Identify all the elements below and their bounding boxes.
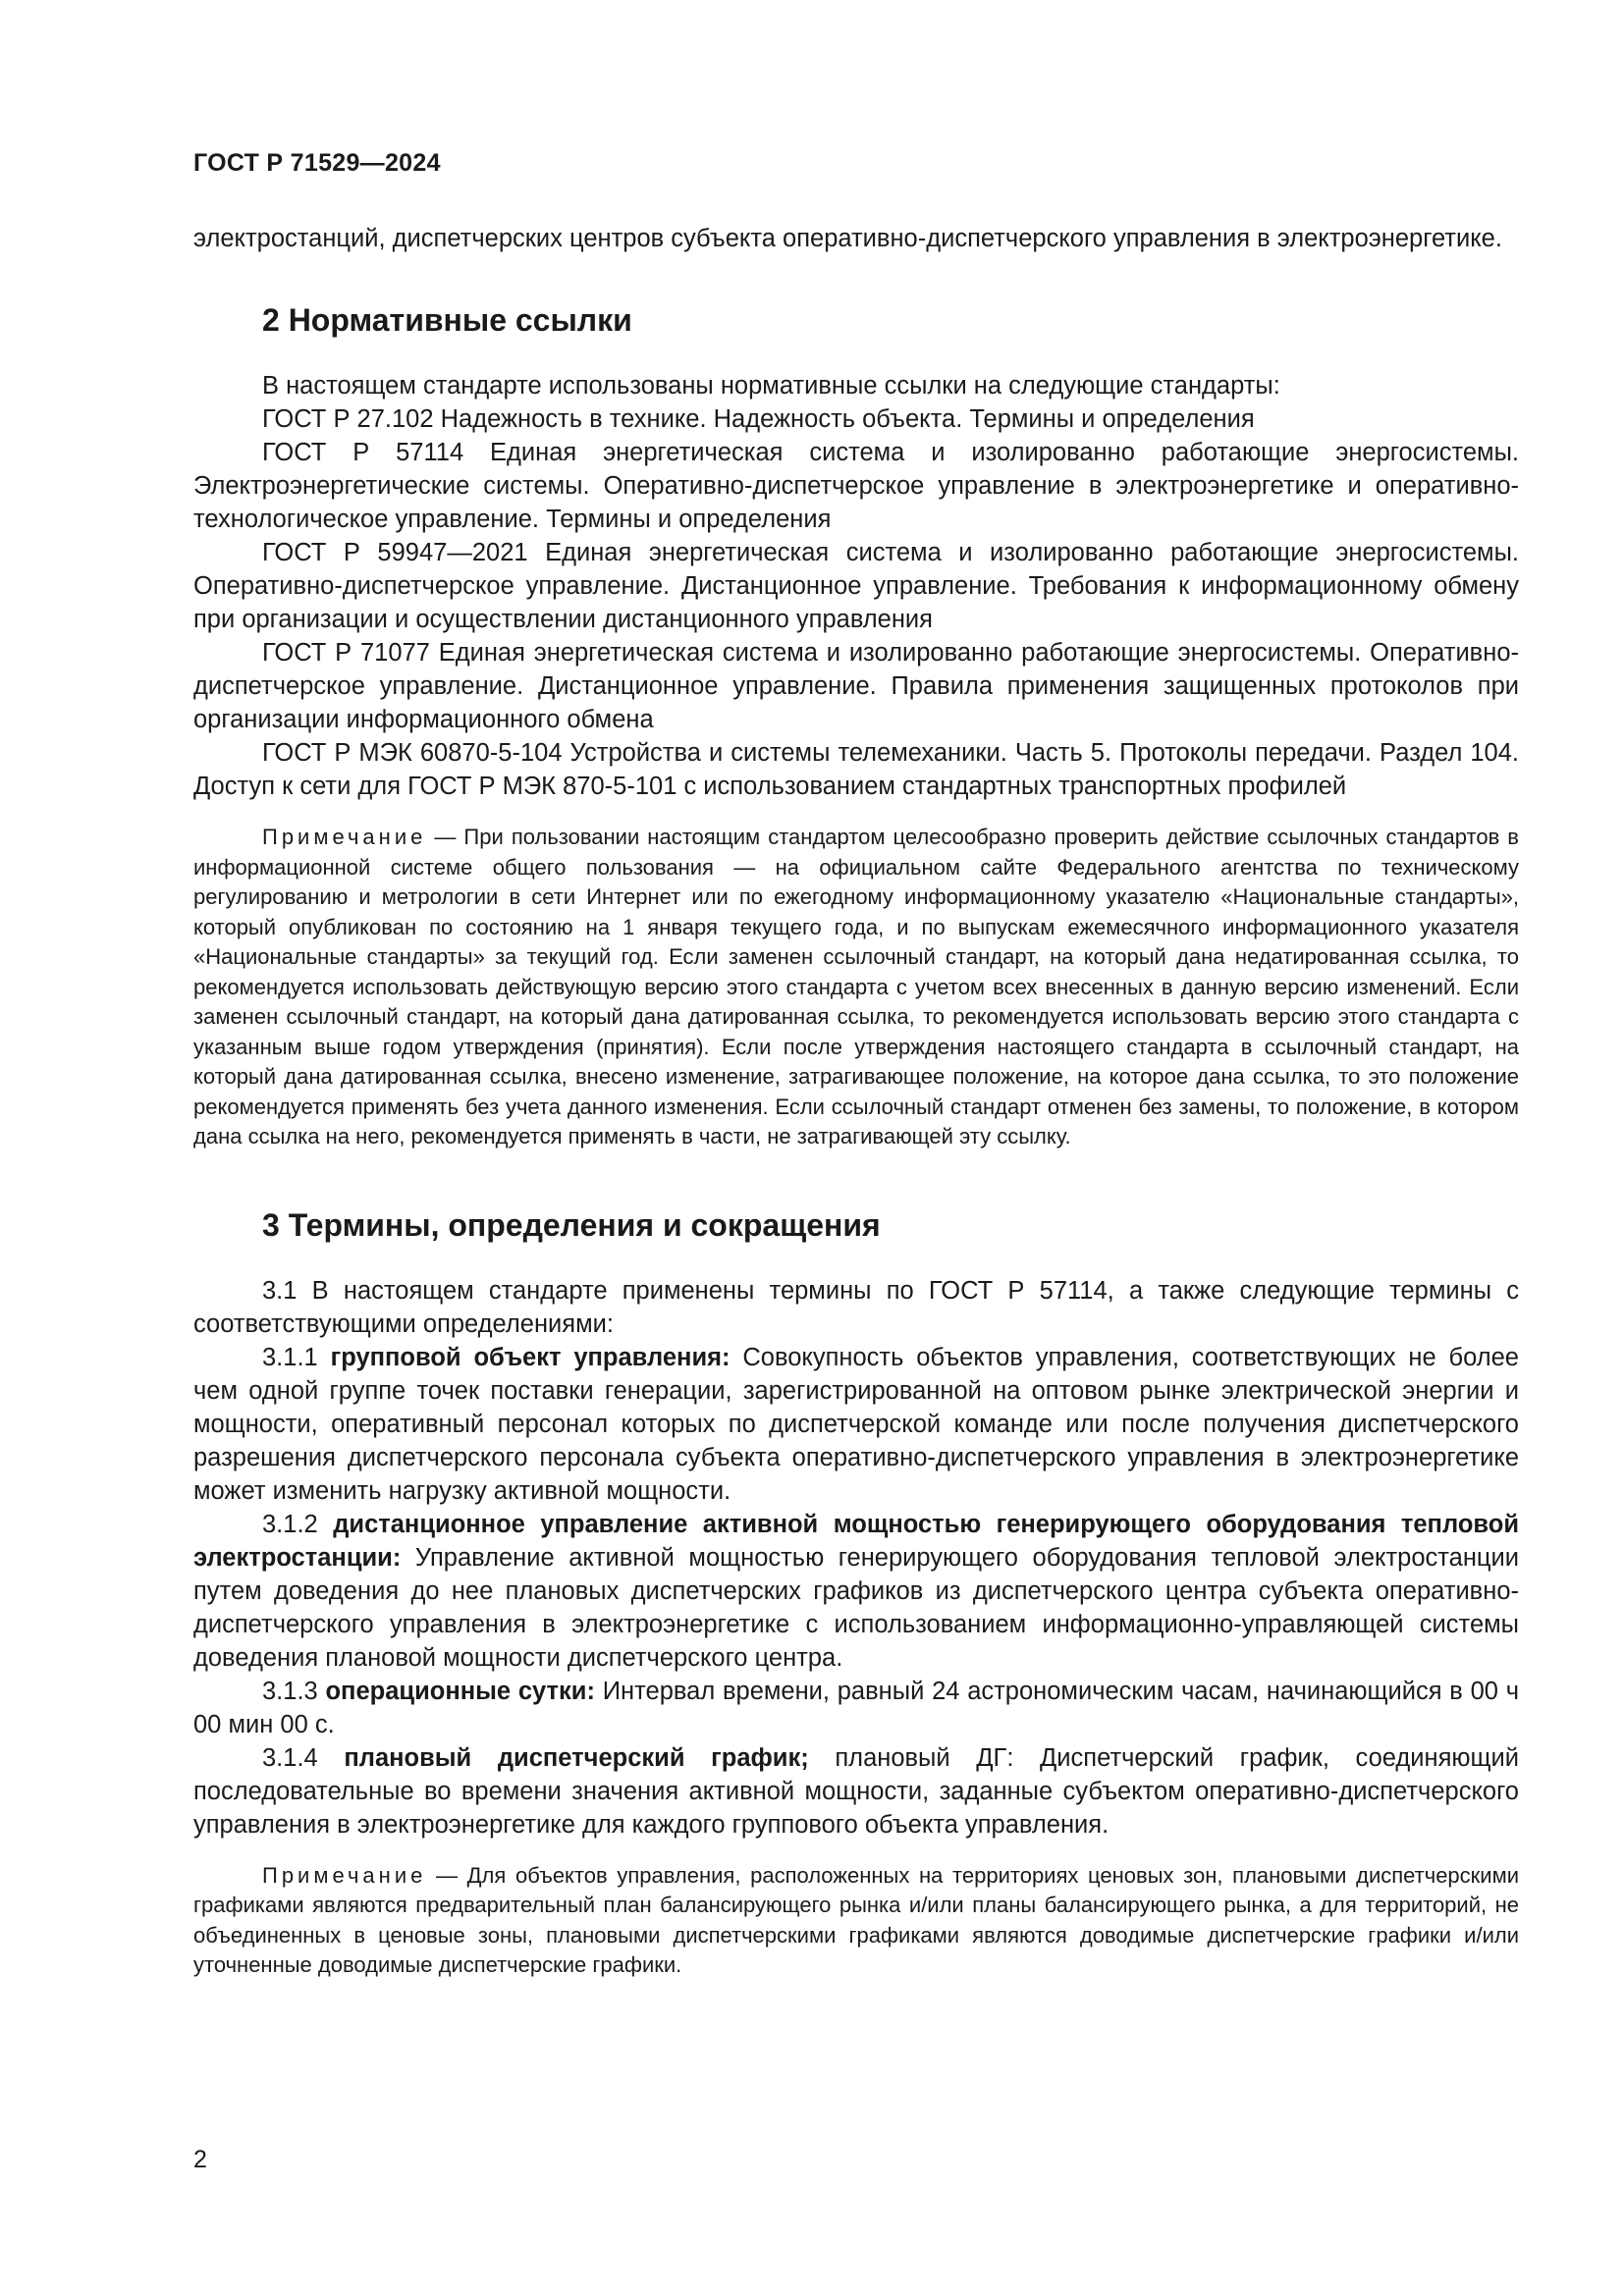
reference-item: ГОСТ Р 57114 Единая энергетическая система и изолированно работающие энергосистемы. Электроэнергетические системы. Оперативно-диспетчерское управление в электроэнергетике и оперативно-технологическое управление. Термины и определения [193, 439, 1519, 533]
term-entry-3-1-1 [193, 1341, 1519, 1508]
note-label: Примечание [262, 825, 427, 849]
term-name: операционные сутки: [325, 1677, 595, 1705]
section-3-note [193, 1861, 1519, 1981]
term-definition: Управление активной мощностью генерирующего оборудования тепловой электростанции путем доведения до нее плановых диспетчерских графиков из диспетчерского центра субъекта оперативно-диспетчерского управления в электроэнергетике с использованием информационно-управляющей системы доведения плановой мощности диспетчерского центра. [193, 1543, 1519, 1672]
document-header: ГОСТ Р 71529—2024 [193, 149, 441, 177]
term-name: плановый диспетчерский график; [344, 1743, 809, 1772]
term-number: 3.1.3 [262, 1677, 318, 1705]
term-number: 3.1.2 [262, 1510, 318, 1538]
section-2-title: 2 Нормативные ссылки [262, 302, 632, 338]
reference-item: ГОСТ Р МЭК 60870-5-104 Устройства и системы телемеханики. Часть 5. Протоколы передачи. Раздел 104. Доступ к сети для ГОСТ Р МЭК 870-5-101 с использованием стандартных транспортных профилей [193, 739, 1519, 800]
note-text: — Для объектов управления, расположенных на территориях ценовых зон, плановыми диспетчерскими графиками являются предварительный план балансирующего рынка и/или планы балансирующего рынка, а для территорий, не объединенных в ценовые зоны, плановыми диспетчерскими графиками являются доводимые диспетчерские графики и/или уточненные доводимые диспетчерские графики. [193, 1862, 1519, 1977]
term-entry-3-1-4 [193, 1741, 1519, 1842]
term-entry-3-1-3 [193, 1675, 1519, 1741]
section-3-lead: 3.1 В настоящем стандарте применены термины по ГОСТ Р 57114, а также следующие термины с соответствующими определениями: [193, 1276, 1519, 1338]
note-text: — При пользовании настоящим стандартом целесообразно проверить действие ссылочных стандартов в информационной системе общего пользования — на официальном сайте Федерального агентства по техническому регулированию и метрологии в сети Интернет или по ежегодному информационному указателю «Национальные стандарты», который опубликован по состоянию на 1 января текущего года, и по выпускам ежемесячного информационного указателя «Национальные стандарты» за текущий год. Если заменен ссылочный стандарт, на который дана недатированная ссылка, то рекомендуется использовать действующую версию этого стандарта с учетом всех внесенных в данную версию изменений. Если заменен ссылочный стандарт, на который дана датированная ссылка, то рекомендуется использовать версию этого стандарта с указанным выше годом утверждения (принятия). Если после утверждения настоящего стандарта в ссылочный стандарт, на который дана датированная ссылка, внесено изменение, затрагивающее положение, на которое дана ссылка, то это положение рекомендуется применять без учета данного изменения. Если ссылочный стандарт отменен без замены, то положение, в котором дана ссылка на него, рекомендуется применять в части, не затрагивающей эту ссылку. [193, 825, 1519, 1148]
term-number: 3.1.1 [262, 1343, 318, 1371]
term-number: 3.1.4 [262, 1743, 318, 1772]
term-name: дистанционное управление активной мощностью генерирующего оборудования тепловой электростанции: [193, 1510, 1519, 1572]
page-number: 2 [193, 2146, 207, 2173]
term-definition: Совокупность объектов управления, соответствующих не более чем одной группе точек поставки генерации, зарегистрированной на оптовом рынке электрической энергии и мощности, оперативный персонал которых по диспетчерской команде или после получения диспетчерского разрешения диспетчерского персонала субъекта оперативно-диспетчерского управления в электроэнергетике может изменить нагрузку активной мощности. [193, 1343, 1519, 1505]
term-definition: плановый ДГ: Диспетчерский график, соединяющий последовательные во времени значения активной мощности, заданные субъектом оперативно-диспетчерского управления в электроэнергетике для каждого группового объекта управления. [193, 1743, 1519, 1839]
term-name: групповой объект управления: [330, 1343, 731, 1371]
term-definition: Интервал времени, равный 24 астрономическим часам, начинающийся в 00 ч 00 мин 00 с. [193, 1677, 1519, 1738]
term-entry-3-1-2 [193, 1508, 1519, 1675]
note-label: Примечание [262, 1862, 427, 1888]
section-2-note [193, 823, 1519, 1152]
page-content [193, 222, 1519, 1981]
reference-item: ГОСТ Р 71077 Единая энергетическая система и изолированно работающие энергосистемы. Оперативно-диспетчерское управление. Дистанционное управление. Правила применения защищенных протоколов при организации информационного обмена [193, 639, 1519, 733]
section-3-title: 3 Термины, определения и сокращения [262, 1206, 881, 1243]
reference-item: ГОСТ Р 59947—2021 Единая энергетическая система и изолированно работающие энергосистемы. Оперативно-диспетчерское управление. Дистанционное управление. Требования к информационному обмену при организации и осуществлении дистанционного управления [193, 539, 1519, 633]
section-2-lead: В настоящем стандарте использованы нормативные ссылки на следующие стандарты: [262, 372, 1280, 400]
intro-paragraph: электростанций, диспетчерских центров субъекта оперативно-диспетчерского управления в электроэнергетике. [193, 225, 1502, 252]
reference-item: ГОСТ Р 27.102 Надежность в технике. Надежность объекта. Термины и определения [262, 405, 1255, 433]
